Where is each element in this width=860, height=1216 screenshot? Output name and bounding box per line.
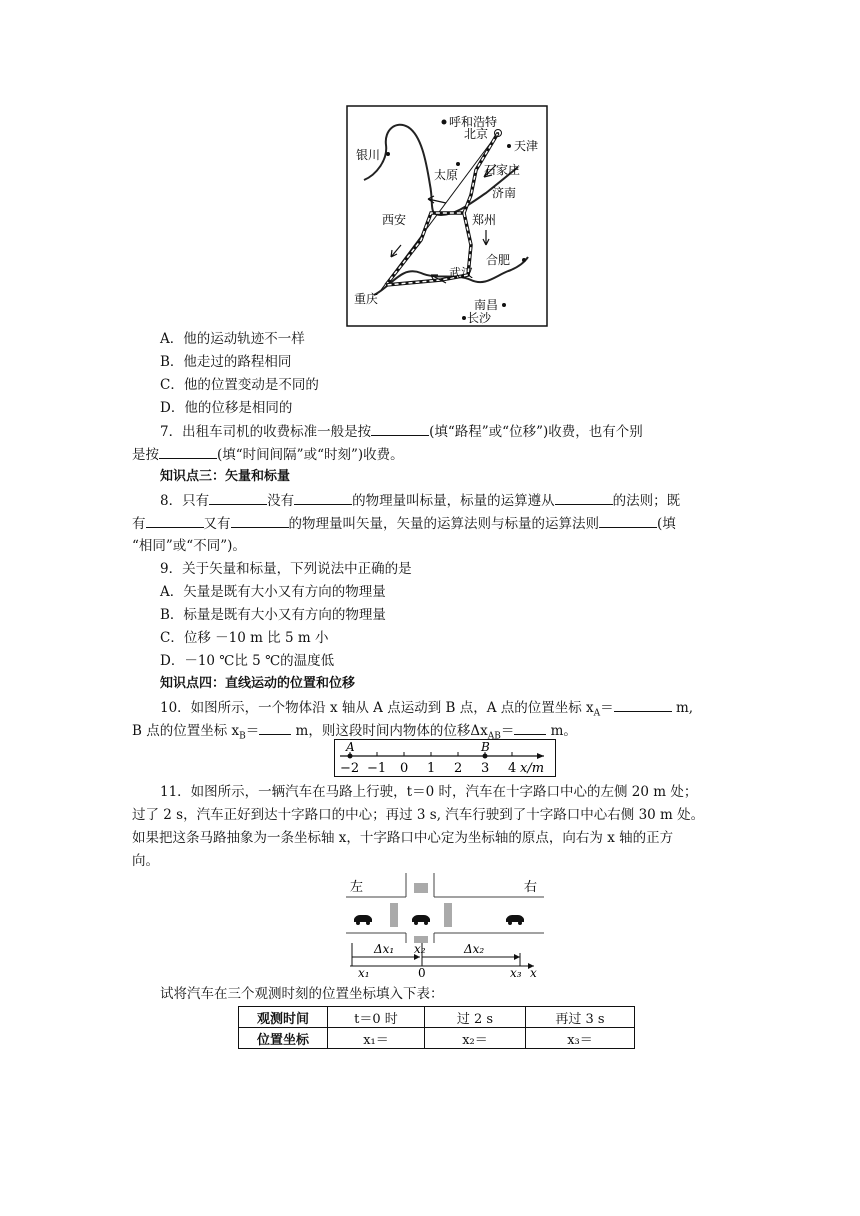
tick-label: −2 [340,761,360,776]
q6-option-a: A．他的运动轨迹不一样 [160,331,305,347]
city-label: 银川 [356,148,381,162]
table-cell[interactable]: x₁＝ [328,1028,425,1049]
tick-label: 4 [508,761,517,776]
answer-blank[interactable] [371,421,429,436]
q7-line-2: 是按 (填“时间间隔”或“时刻”)收费。 [132,444,404,465]
city-label: 武汉 [449,266,474,280]
q11-line-2: 过了 2 s，汽车正好到达十字路口的中心；再过 3 s, 汽车行驶到了十字路口中心右侧 30 m 处。 [132,807,705,823]
q9-option-b: B．标量是既有大小又有方向的物理量 [160,607,386,623]
q7-line-1: 7．出租车司机的收费标准一般是按 (填“路程”或“位移”)收费，也有个别 [160,421,643,442]
tick-label: 2 [454,761,463,776]
q8-line-1: 8．只有 没有 的物理量叫标量，标量的运算遵从 的法则；既 [160,490,680,511]
x2-label: x₂ [414,942,426,956]
city-label: 北京 [464,127,489,141]
table-cell: 位置坐标 [239,1028,328,1049]
dx2-label: Δx₂ [464,942,485,956]
table-header-cell: 过 2 s [425,1007,526,1028]
origin-label: 0 [418,966,426,979]
answer-blank[interactable] [209,490,267,505]
q6-option-d: D．他的位移是相同的 [160,400,293,416]
city-label: 重庆 [354,292,379,306]
railway-map-figure [346,105,548,327]
answer-blank[interactable] [146,513,204,528]
answer-blank[interactable] [294,490,352,505]
x1-label: x₁ [358,966,370,979]
city-label: 合肥 [486,253,511,267]
q11-line-4: 向。 [132,853,159,869]
q6-option-b: B．他走过的路程相同 [160,354,292,370]
city-label: 郑州 [472,213,497,227]
table-header-cell: t＝0 时 [328,1007,425,1028]
q6-option-c: C．他的位置变动是不同的 [160,377,319,393]
city-label: 长沙 [467,311,492,325]
table-header-cell: 再过 3 s [526,1007,635,1028]
observation-table [238,1006,635,1049]
q9-option-d: D．－10 ℃比 5 ℃的温度低 [160,653,335,669]
city-label: 西安 [382,213,407,227]
tick-label: −1 [367,761,387,776]
q8-line-2: 有 又有 的物理量叫矢量，矢量的运算法则与标量的运算法则 (填 [132,513,676,534]
answer-blank[interactable] [555,490,613,505]
q11-line-3: 如果把这条马路抽象为一条坐标轴 x，十字路口中心定为坐标轴的原点，向右为 x 轴的正方 [132,830,674,846]
city-label: 济南 [492,186,517,200]
answer-blank[interactable] [231,513,289,528]
answer-blank[interactable] [599,513,657,528]
q11-line-1: 11．如图所示，一辆汽车在马路上行驶，t＝0 时，汽车在十字路口中心的左侧 20 m 处； [160,784,698,800]
city-label: 石家庄 [484,163,521,177]
dx1-label: Δx₁ [374,942,395,956]
table-row [239,1007,635,1028]
point-b-label: B [481,740,490,754]
answer-blank[interactable] [159,444,217,459]
tick-label: 1 [427,761,436,776]
right-label: 右 [524,880,538,895]
section-4-heading: 知识点四：直线运动的位置和位移 [160,676,356,691]
city-label: 呼和浩特 [449,115,498,129]
q8-line-3: “相同”或“不同”)。 [132,538,246,554]
tick-label: 0 [400,761,409,776]
q9-option-a: A．矢量是既有大小又有方向的物理量 [160,584,386,600]
x3-label: x₃ [510,966,522,979]
number-line-figure [334,739,556,777]
table-cell[interactable]: x₃＝ [526,1028,635,1049]
table-cell[interactable]: x₂＝ [425,1028,526,1049]
x-axis-label: x [530,966,537,979]
q10-line-1: 10．如图所示，一个物体沿 x 轴从 A 点运动到 B 点，A 点的位置坐标 $x_A= m$, [160,697,693,724]
point-a-label: A [346,740,355,754]
section-3-heading: 知识点三：矢量和标量 [160,469,291,484]
left-label: 左 [350,880,364,895]
axis-unit-label: x/m [520,761,545,776]
answer-blank[interactable] [259,720,291,735]
city-label: 太原 [434,168,459,182]
answer-blank[interactable] [614,697,672,712]
table-header-cell: 观测时间 [239,1007,328,1028]
table-row [239,1028,635,1049]
road-crossing-figure [346,873,544,979]
q9-option-c: C．位移 －10 m 比 5 m 小 [160,630,329,646]
tick-label: 3 [481,761,490,776]
q10-line-2: B 点的位置坐标 $x_B= m$，则这段时间内物体的位移$\Delta x_{AB}= m$。 [132,720,577,747]
q9-stem: 9．关于矢量和标量，下列说法中正确的是 [160,561,412,577]
city-label: 天津 [514,139,539,153]
city-label: 南昌 [474,298,499,312]
answer-blank[interactable] [514,720,546,735]
table-intro: 试将汽车在三个观测时刻的位置坐标填入下表： [160,986,444,1002]
